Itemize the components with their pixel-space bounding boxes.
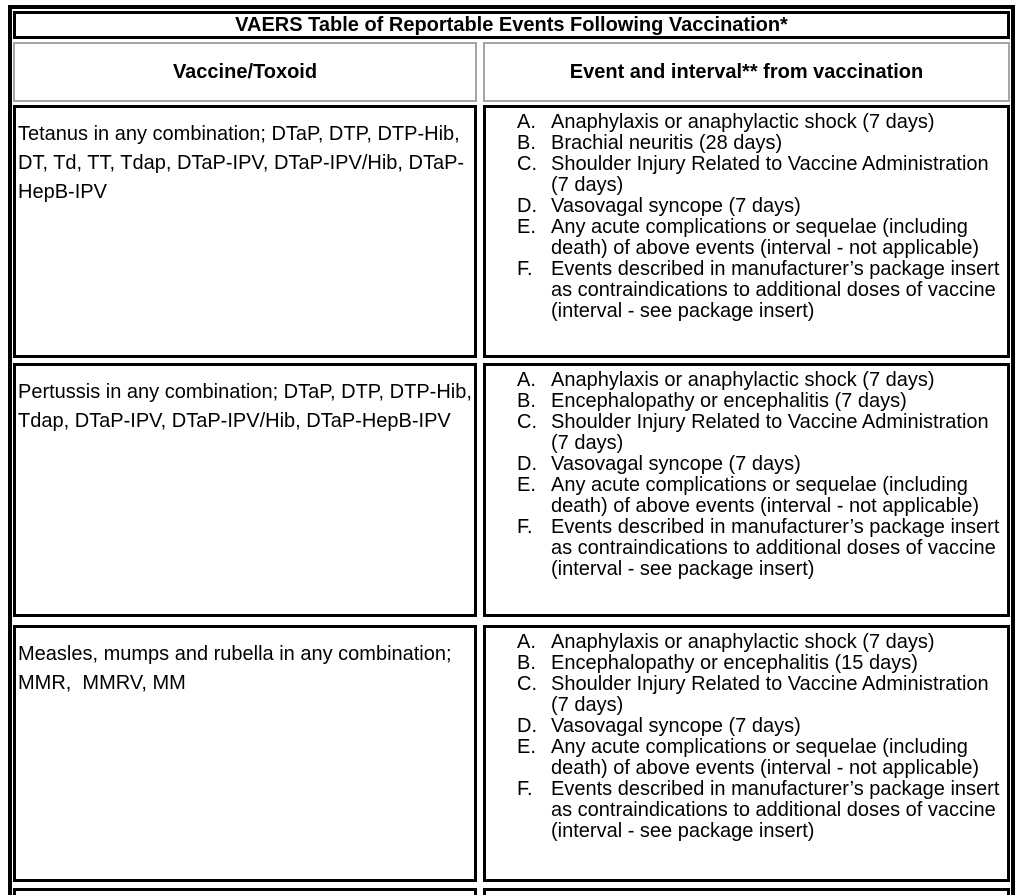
event-letter: C. (517, 673, 537, 695)
event-text: Shoulder Injury Related to Vaccine Administration (7 days) (551, 153, 995, 196)
events-cell (483, 625, 1010, 882)
vaccine-text: Pertussis in any combination; DTaP, DTP, DTP-Hib, Tdap, DTaP-IPV, DTaP-IPV/Hib, DTaP-HepB-IPV (18, 381, 478, 432)
column-header-event-label: Event and interval** from vaccination (569, 60, 924, 83)
vaccine-cell (13, 625, 477, 882)
event-item (517, 217, 1007, 259)
event-letter: D. (517, 195, 537, 217)
event-letter: A. (517, 631, 536, 653)
event-letter: F. (517, 258, 533, 280)
column-header-event (483, 42, 1010, 102)
event-letter: E. (517, 216, 536, 238)
event-item (517, 517, 1007, 580)
event-item (517, 196, 1007, 217)
event-item (517, 412, 1007, 454)
event-text: Vasovagal syncope (7 days) (551, 195, 801, 217)
event-text: Brachial neuritis (28 days) (551, 132, 783, 154)
event-text: Anaphylaxis or anaphylactic shock (7 days) (551, 631, 935, 653)
event-item (517, 154, 1007, 196)
event-letter: F. (517, 516, 533, 538)
vaccine-cell (13, 363, 477, 617)
event-letter: A. (517, 111, 536, 133)
event-letter: E. (517, 474, 536, 496)
event-list (486, 112, 1007, 322)
event-list (486, 632, 1007, 842)
event-text: Events described in manufacturer’s package insert as contraindications to additional doses of vaccine (interval - see package insert) (551, 778, 1005, 842)
event-letter: B. (517, 652, 536, 674)
event-item (517, 716, 1007, 737)
event-item (517, 674, 1007, 716)
table-content (13, 11, 1010, 895)
event-item (517, 370, 1007, 391)
event-text: Anaphylaxis or anaphylactic shock (7 days) (551, 369, 935, 391)
event-text: Any acute complications or sequelae (including death) of above events (interval - not applicable) (551, 736, 980, 779)
table-title-box (13, 11, 1010, 39)
table-row-mmr (13, 625, 1010, 882)
event-text: Events described in manufacturer’s package insert as contraindications to additional doses of vaccine (interval - see package insert) (551, 258, 1005, 322)
events-cell (483, 105, 1010, 358)
table-row-pertussis (13, 363, 1010, 617)
event-letter: C. (517, 153, 537, 175)
event-letter: D. (517, 715, 537, 737)
event-list (486, 370, 1007, 580)
events-cell (483, 888, 1010, 895)
event-item (517, 454, 1007, 475)
event-item (517, 133, 1007, 154)
event-letter: E. (517, 736, 536, 758)
event-text: Shoulder Injury Related to Vaccine Administration (7 days) (551, 411, 995, 454)
table-row-partial (13, 888, 1010, 895)
event-letter: A. (517, 369, 536, 391)
event-text: Vasovagal syncope (7 days) (551, 715, 801, 737)
vaccine-cell (13, 888, 477, 895)
column-header-row (13, 42, 1010, 102)
table-row-tetanus (13, 105, 1010, 358)
event-text: Encephalopathy or encephalitis (15 days) (551, 652, 918, 674)
event-letter: D. (517, 453, 537, 475)
event-text: Encephalopathy or encephalitis (7 days) (551, 390, 907, 412)
events-cell (483, 363, 1010, 617)
event-item (517, 259, 1007, 322)
event-item (517, 391, 1007, 412)
vaccine-text: Measles, mumps and rubella in any combination; MMR, MMRV, MM (18, 643, 458, 694)
event-text: Shoulder Injury Related to Vaccine Administration (7 days) (551, 673, 995, 716)
event-item (517, 737, 1007, 779)
event-text: Any acute complications or sequelae (including death) of above events (interval - not applicable) (551, 474, 980, 517)
event-item (517, 632, 1007, 653)
event-letter: F. (517, 778, 533, 800)
event-letter: C. (517, 411, 537, 433)
event-text: Anaphylaxis or anaphylactic shock (7 days) (551, 111, 935, 133)
event-text: Vasovagal syncope (7 days) (551, 453, 801, 475)
table-title: VAERS Table of Reportable Events Following Vaccination* (235, 14, 788, 36)
event-letter: B. (517, 132, 536, 154)
event-item (517, 112, 1007, 133)
event-text: Events described in manufacturer’s package insert as contraindications to additional doses of vaccine (interval - see package insert) (551, 516, 1005, 580)
event-item (517, 475, 1007, 517)
column-header-vaccine-label: Vaccine/Toxoid (172, 60, 318, 83)
event-text: Any acute complications or sequelae (including death) of above events (interval - not applicable) (551, 216, 980, 259)
vaccine-text: Tetanus in any combination; DTaP, DTP, DTP-Hib, DT, Td, TT, Tdap, DTaP-IPV, DTaP-IPV/Hib, DTaP-HepB-IPV (18, 123, 466, 203)
vaccine-cell (13, 105, 477, 358)
event-item (517, 779, 1007, 842)
column-header-vaccine (13, 42, 477, 102)
event-item (517, 653, 1007, 674)
event-letter: B. (517, 390, 536, 412)
